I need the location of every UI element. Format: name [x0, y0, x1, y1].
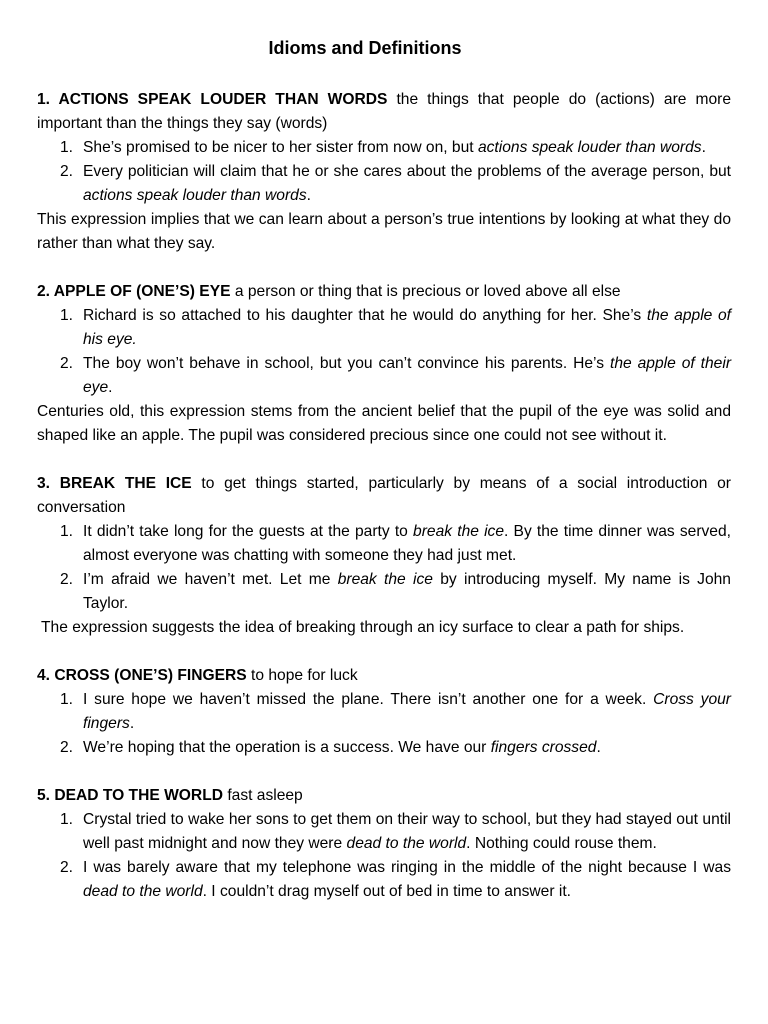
example-number: 1. — [60, 691, 74, 708]
idiom-section — [37, 88, 731, 256]
idiom-term: 4. CROSS (ONE’S) FINGERS — [37, 667, 247, 684]
example-number: 2. — [60, 355, 74, 372]
idiom-usage-text: actions speak louder than words — [477, 139, 702, 156]
idiom-note: Centuries old, this expression stems from the ancient belief that the pupil of the eye was solid and shaped like an apple. The pupil was considered precious since one could not see without it. — [37, 403, 731, 444]
example-number: 2. — [60, 163, 74, 180]
example-number: 1. — [60, 811, 74, 828]
idiom-section — [37, 472, 731, 640]
idiom-term: 1. ACTIONS SPEAK LOUDER THAN WORDS — [37, 91, 388, 108]
idiom-usage-text: the apple of his eye. — [83, 307, 731, 348]
example-list — [37, 688, 731, 760]
idiom-usage-text: Cross your fingers — [83, 691, 731, 732]
example-item — [60, 808, 731, 856]
example-number: 2. — [60, 739, 74, 756]
example-text: . I couldn’t drag myself out of bed in time to answer it. — [202, 883, 572, 900]
example-text: by introducing myself. My name is John Taylor. — [83, 571, 731, 612]
idiom-heading — [37, 280, 731, 304]
idiom-section — [37, 664, 731, 760]
example-text: I’m afraid we haven’t met. Let me — [83, 571, 338, 588]
example-text: Every politician will claim that he or she cares about the problems of the average person, but — [83, 163, 731, 180]
example-text: I sure hope we haven’t missed the plane. There isn’t another one for a week. — [83, 691, 654, 708]
example-item — [60, 136, 731, 160]
example-text: . — [701, 139, 706, 156]
example-item — [60, 568, 731, 616]
example-list — [37, 520, 731, 616]
idiom-definition: to get things started, particularly by means of a social introduction or conversation — [37, 475, 731, 516]
example-list — [37, 136, 731, 208]
example-list — [37, 808, 731, 904]
idiom-usage-text: dead to the world — [346, 835, 467, 852]
example-item — [60, 352, 732, 400]
idiom-list — [37, 88, 731, 904]
example-item — [60, 304, 731, 352]
idiom-usage-text: the apple of their eye — [83, 355, 732, 396]
example-text: Crystal tried to wake her sons to get them on their way to school, but they had stayed out until well past midnight and now they were — [83, 811, 731, 852]
idiom-definition: a person or thing that is precious or loved above all else — [230, 283, 621, 300]
example-number: 1. — [60, 139, 74, 156]
example-text: . — [129, 715, 135, 732]
idiom-usage-text: actions speak louder than words — [83, 187, 307, 204]
idiom-usage-text: dead to the world — [83, 883, 203, 900]
example-number: 2. — [60, 859, 74, 876]
idiom-term: 2. APPLE OF (ONE’S) EYE — [37, 283, 231, 300]
example-item — [60, 736, 731, 760]
example-text: . By the time dinner was served, almost everyone was chatting with someone they had just met. — [83, 523, 731, 564]
example-text: . — [306, 187, 311, 204]
example-text: It didn’t take long for the guests at the party to — [83, 523, 414, 540]
idiom-section — [37, 784, 731, 904]
idiom-heading — [37, 784, 731, 808]
idiom-definition: to hope for luck — [246, 667, 358, 684]
idiom-heading — [37, 664, 731, 688]
page-title: Idioms and Definitions — [268, 38, 462, 58]
idiom-usage-text: break the ice — [413, 523, 505, 540]
document-page — [37, 36, 731, 928]
example-number: 1. — [60, 523, 74, 540]
idiom-section — [37, 280, 731, 448]
example-text: We’re hoping that the operation is a success. We have our — [83, 739, 491, 756]
example-item — [60, 520, 731, 568]
example-number: 1. — [60, 307, 74, 324]
idiom-note: The expression suggests the idea of breaking through an icy surface to clear a path for ships. — [41, 619, 685, 636]
idiom-definition: fast asleep — [222, 787, 303, 804]
example-text: She’s promised to be nicer to her sister from now on, but — [83, 139, 478, 156]
idiom-term: 3. BREAK THE ICE — [37, 475, 192, 492]
idiom-heading — [37, 88, 731, 136]
example-text: The boy won’t behave in school, but you can’t convince his parents. He’s — [83, 355, 610, 372]
example-text: . — [108, 379, 113, 396]
example-item — [60, 856, 731, 904]
example-number: 2. — [60, 571, 74, 588]
idiom-usage-text: break the ice — [337, 571, 433, 588]
idiom-heading — [37, 472, 731, 520]
example-text: Richard is so attached to his daughter that he would do anything for her. She’s — [83, 307, 647, 324]
example-text: I was barely aware that my telephone was ringing in the middle of the night because I was — [83, 859, 731, 876]
example-item — [60, 160, 731, 208]
idiom-note: This expression implies that we can learn about a person’s true intentions by looking at what they do rather than what they say. — [37, 211, 731, 252]
idiom-definition: the things that people do (actions) are more important than the things they say (words) — [37, 91, 731, 132]
example-text: . — [596, 739, 601, 756]
idiom-usage-text: fingers crossed — [490, 739, 597, 756]
idiom-term: 5. DEAD TO THE WORLD — [37, 787, 223, 804]
example-text: . Nothing could rouse them. — [466, 835, 657, 852]
example-list — [37, 304, 731, 400]
example-item — [60, 688, 731, 736]
